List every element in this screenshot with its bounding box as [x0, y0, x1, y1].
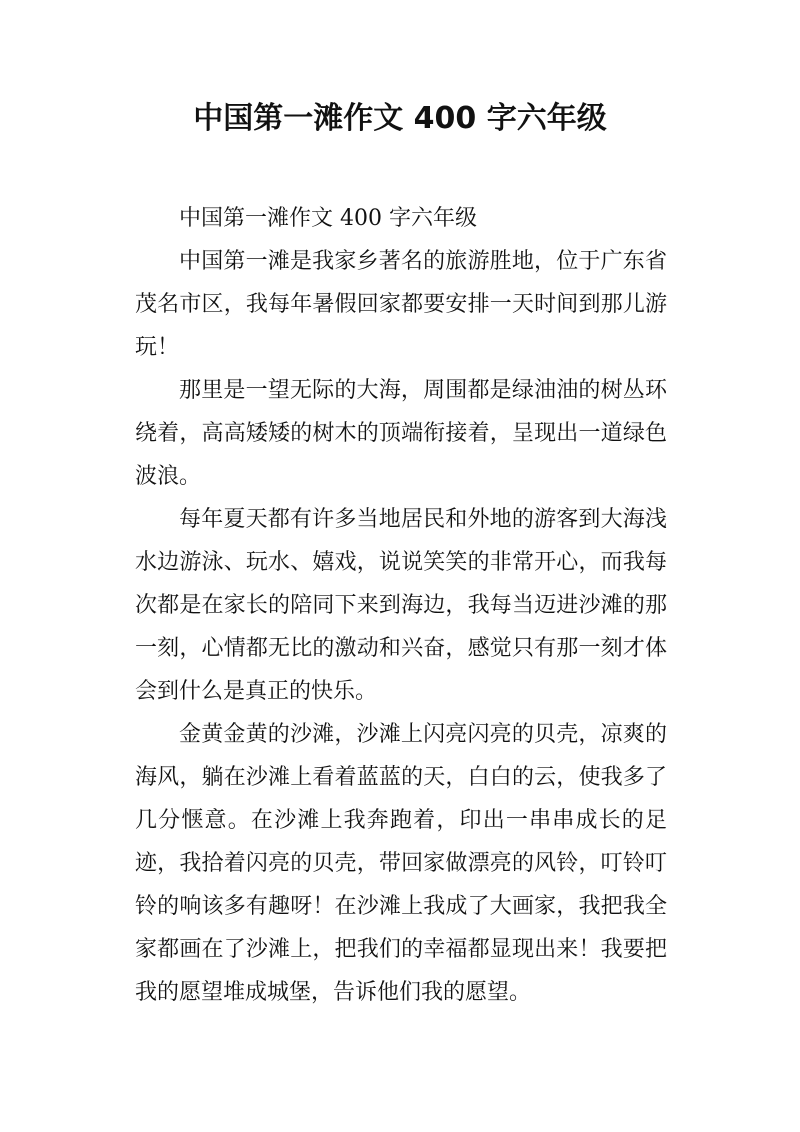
document-body	[135, 197, 667, 1014]
paragraph: 那里是一望无际的大海，周围都是绿油油的树丛环绕着，高高矮矮的树木的顶端衔接着，呈现出一道绿色波浪。	[135, 378, 667, 489]
paragraph: 每年夏天都有许多当地居民和外地的游客到大海浅水边游泳、玩水、嬉戏，说说笑笑的非常开心，而我每次都是在家长的陪同下来到海边，我每当迈进沙滩的那一刻，心情都无比的激动和兴奋，感觉只有那一刻才体会到什么是真正的快乐。	[135, 507, 667, 704]
document-title: 中国第一滩作文 400 字六年级	[193, 101, 607, 136]
paragraph: 金黄金黄的沙滩，沙滩上闪亮闪亮的贝壳，凉爽的海风，躺在沙滩上看着蓝蓝的天，白白的云，使我多了几分惬意。在沙滩上我奔跑着，印出一串串成长的足迹，我拾着闪亮的贝壳，带回家做漂亮的风铃，叮铃叮铃的响该多有趣呀！在沙滩上我成了大画家，我把我全家都画在了沙滩上，把我们的幸福都显现出来！我要把我的愿望堆成城堡，告诉他们我的愿望。	[135, 722, 667, 1005]
paragraph-subtitle: 中国第一滩作文 400 字六年级	[179, 206, 477, 231]
paragraph: 中国第一滩是我家乡著名的旅游胜地，位于广东省茂名市区，我每年暑假回家都要安排一天时间到那儿游玩！	[135, 249, 667, 360]
